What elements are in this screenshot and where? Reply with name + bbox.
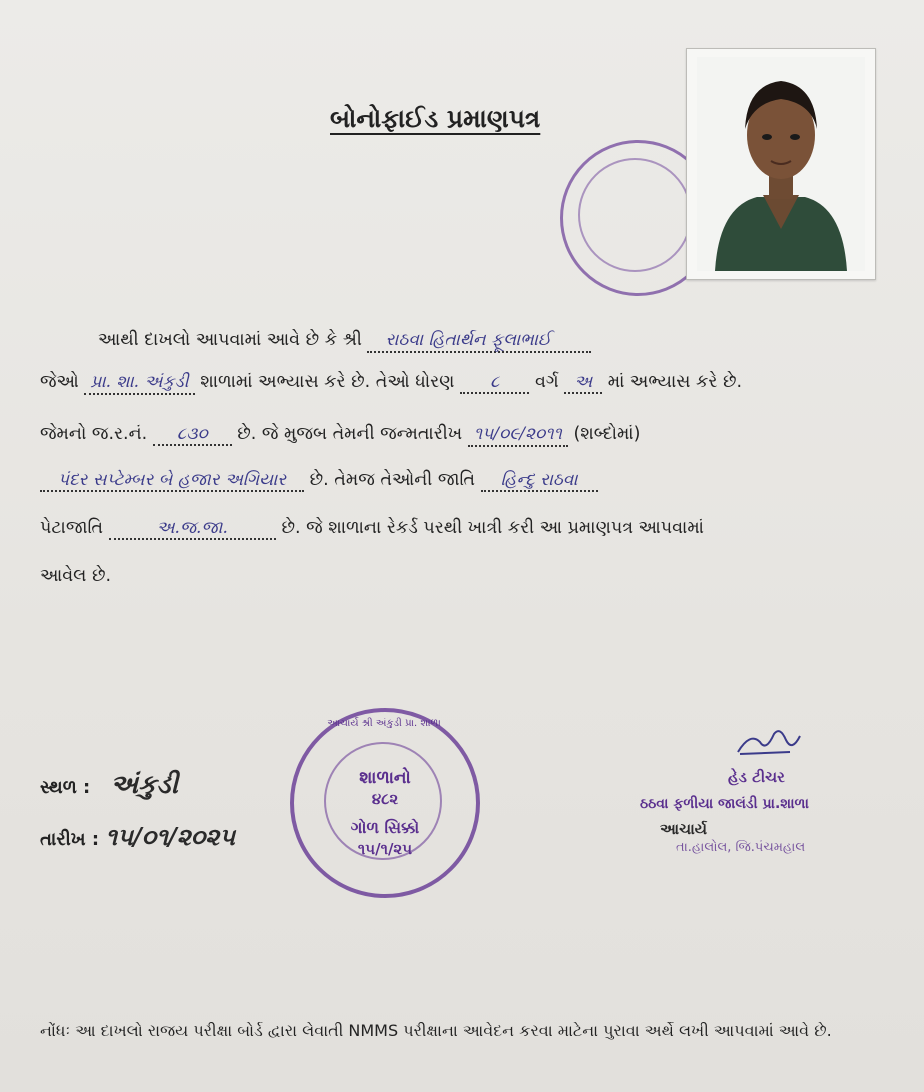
date-row: [40, 822, 235, 851]
seal-line-1: શાળાનો: [359, 768, 411, 788]
name-label: આથી દાખલો આપવામાં આવે છે કે શ્રી: [98, 330, 362, 350]
signature-school: ઠઠવા ફળીયા જાલંડી પ્રા.શાળા: [640, 796, 809, 812]
caste-label: છે. તેમજ તેઓની જાતિ: [309, 470, 476, 490]
school-label: જેઓ: [40, 372, 79, 392]
subcaste-label: પેટાજાતિ: [40, 518, 104, 538]
date-label: તારીખ :: [40, 829, 100, 850]
dob-in-words: પંદર સપ્ટેમ્બર બે હજાર અગિયાર: [40, 470, 304, 492]
seal-line-4: ૧૫/૧/૨૫: [357, 840, 413, 858]
gr-label: જેમનો જ.ર.નં.: [40, 424, 148, 444]
signature-title: હેડ ટીચર: [728, 768, 785, 786]
line-subcaste: [40, 518, 704, 538]
division-label: વર્ગ: [534, 372, 559, 392]
line-closing: આવેલ છે.: [40, 566, 112, 586]
student-portrait: [697, 57, 865, 271]
footnote: નોંધઃ આ દાખલો રાજય પરીક્ષા બોર્ડ દ્વારા લેવાતી NMMS પરીક્ષાના આવેદન કરવા માટેના પુરાવા અર્થે લખી આપવામાં આવે છે.: [40, 1021, 832, 1040]
date-value: ૧૫/૦૧/૨૦૨૫: [105, 822, 236, 851]
student-photo: [686, 48, 876, 280]
student-name: રાઠવા હિતાર્થન ફૂલાભાઈ: [367, 330, 591, 353]
division-value: અ: [564, 372, 602, 394]
caste-value: હિન્દુ રાઠવા: [481, 470, 598, 492]
line-dob-words: [40, 470, 598, 490]
certificate-title: બોનોફાઈડ પ્રમાણપત્ર: [330, 104, 541, 133]
dob-label: છે. જે મુજબ તેમની જન્મતારીખ: [237, 424, 463, 444]
standard-value: ૮: [460, 372, 529, 394]
signature-scribble: [730, 722, 820, 766]
place-label: સ્થળ :: [40, 777, 91, 798]
record-text: છે. જે શાળાના રેકર્ડ પરથી ખાત્રી કરી આ પ્રમાણપત્ર આપવામાં: [281, 518, 704, 538]
seal-line-3: ગોળ સિક્કો: [350, 818, 420, 837]
signature-taluka: તા.હાલોલ, જિ.પંચમહાલ: [676, 840, 806, 855]
words-label: (શબ્દોમાં): [573, 424, 641, 444]
line-name: [98, 330, 591, 350]
seal-ring-text: આચાર્ય શ્રી અંકુડી પ્રા. શાળા: [327, 718, 441, 729]
standard-label: શાળામાં અભ્યાસ કરે છે. તેઓ ધોરણ: [200, 372, 455, 392]
place-value: અંકુડી: [110, 770, 179, 800]
line-gr-dob: [40, 424, 640, 444]
place-row: [40, 770, 178, 801]
school-seal: [290, 708, 480, 898]
seal-line-2: ૪૮૨: [371, 790, 399, 808]
subcaste-value: અ.જ.જા.: [109, 518, 276, 540]
gr-number: ૮૩૦: [153, 424, 232, 446]
study-text: માં અભ્યાસ કરે છે.: [607, 372, 743, 392]
signature-icon: [730, 722, 820, 762]
signature-role: આચાર્ય: [660, 820, 708, 838]
line-school: [40, 372, 742, 392]
birth-date: ૧૫/૦૯/૨૦૧૧: [468, 424, 568, 447]
school-name: પ્રા. શા. અંકુડી: [84, 372, 194, 395]
